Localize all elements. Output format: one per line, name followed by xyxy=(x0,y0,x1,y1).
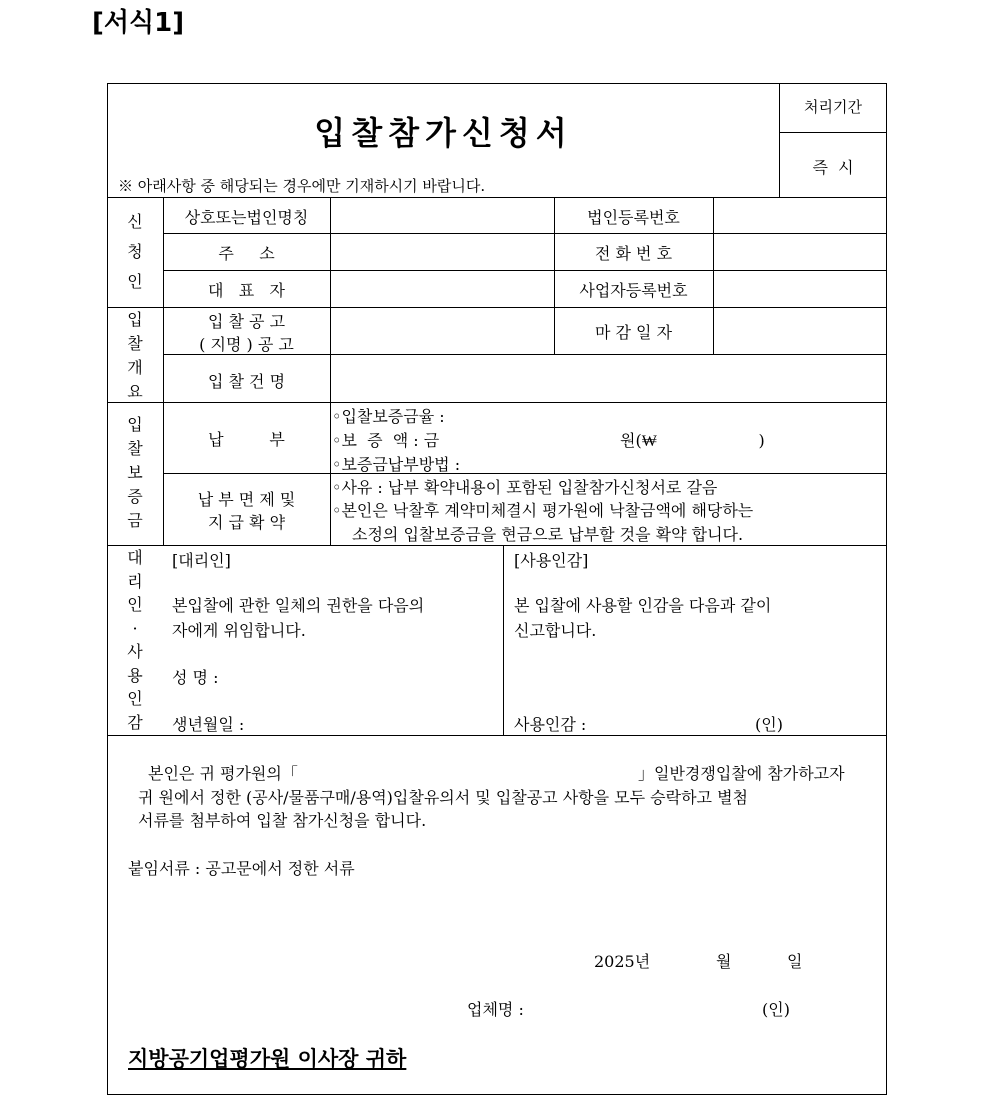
company-seal-mark: (인) xyxy=(762,1000,790,1019)
section-char: 요 xyxy=(127,382,143,401)
section-char: 입 xyxy=(127,310,143,329)
section-char: 신 xyxy=(127,212,143,231)
form-number-label: [서식1] xyxy=(92,8,185,38)
deposit-won-label: 원(₩ ) xyxy=(620,431,765,450)
date-month: 월 xyxy=(716,952,732,971)
processing-period-label: 처리기간 xyxy=(804,98,862,116)
declaration-line1-end: 」일반경쟁입찰에 참가하고자 xyxy=(638,764,845,783)
section-char: 청 xyxy=(127,242,143,261)
section-char: 입 xyxy=(127,415,143,434)
section-char: 개 xyxy=(127,358,143,377)
bid-notice-label-line2: ( 지명 ) 공 고 xyxy=(199,335,294,354)
declaration-line1-start: 본인은 귀 평가원의「 xyxy=(148,764,298,783)
phone-label: 전 화 번 호 xyxy=(594,244,673,263)
deadline-label: 마 감 일 자 xyxy=(594,323,673,342)
seal-heading: [사용인감] xyxy=(514,551,589,570)
section-char: · xyxy=(132,618,138,638)
deposit-method-label: ◦보증금납부방법 : xyxy=(332,455,461,474)
biz-reg-no-label: 사업자등록번호 xyxy=(579,281,688,300)
bid-name-label: 입 찰 건 명 xyxy=(207,372,286,391)
addressee: 지방공기업평가원 이사장 귀하 xyxy=(128,1046,407,1071)
seal-label: 사용인감 : xyxy=(514,715,587,734)
form-title: 입찰참가신청서 xyxy=(314,114,573,152)
pledge-line1: ◦본인은 낙찰후 계약미체결시 평가원에 낙찰금액에 해당하는 xyxy=(332,501,754,520)
corp-reg-no-label: 법인등록번호 xyxy=(587,208,680,227)
agent-birth-label: 생년월일 : xyxy=(172,715,245,734)
company-name-sign-label: 업체명 : xyxy=(467,1000,524,1019)
agent-name-label: 성 명 : xyxy=(172,668,219,687)
exemption-label-line2: 지 급 확 약 xyxy=(207,513,286,532)
application-form xyxy=(107,83,887,1095)
deposit-section-label xyxy=(123,413,147,533)
section-char: 금 xyxy=(127,511,143,530)
company-name-label: 상호또는법인명칭 xyxy=(184,208,309,227)
section-char: 대 xyxy=(127,548,143,567)
bid-notice-label-line1: 입 찰 공 고 xyxy=(207,312,286,331)
date-year: 2025년 xyxy=(594,952,651,971)
deposit-rate-label: ◦입찰보증금율 : xyxy=(332,407,445,426)
agent-heading: [대리인] xyxy=(172,551,231,570)
processing-period-value: 즉 시 xyxy=(812,158,854,177)
section-char: 찰 xyxy=(127,439,143,458)
section-char: 보 xyxy=(127,463,143,482)
section-char: 사 xyxy=(127,642,143,661)
seal-mark: (인) xyxy=(755,715,783,734)
declaration-line3: 서류를 첨부하여 입찰 참가신청을 합니다. xyxy=(138,811,427,830)
agent-seal-section-label xyxy=(123,546,147,734)
section-char: 용 xyxy=(127,665,143,685)
pledge-line2: 소정의 입찰보증금을 현금으로 납부할 것을 확약 합니다. xyxy=(352,525,744,544)
section-char: 인 xyxy=(127,272,143,291)
seal-text-line2: 신고합니다. xyxy=(514,621,597,640)
exemption-reason: ◦사유 : 납부 확약내용이 포함된 입찰참가신청서로 갈음 xyxy=(332,478,718,497)
form-notice: ※ 아래사항 중 해당되는 경우에만 기재하시기 바랍니다. xyxy=(118,177,486,195)
bid-overview-section-label xyxy=(123,308,147,404)
section-char: 리 xyxy=(127,571,143,591)
section-char: 찰 xyxy=(127,334,143,353)
payment-label: 납 부 xyxy=(208,430,285,449)
declaration-line2: 귀 원에서 정한 (공사/물품구매/용역)입찰유의서 및 입찰공고 사항을 모두 승락하고 별첨 xyxy=(138,788,748,807)
address-label: 주 소 xyxy=(218,244,275,263)
applicant-section-label xyxy=(123,207,147,297)
section-char: 인 xyxy=(127,595,143,614)
exemption-label-line1: 납 부 면 제 및 xyxy=(197,490,296,509)
attachment-note: 붙임서류 : 공고문에서 정한 서류 xyxy=(128,859,355,878)
section-char: 감 xyxy=(127,712,143,732)
deposit-amount-label: ◦보 증 액 : 금 xyxy=(332,431,440,450)
date-day: 일 xyxy=(787,952,803,971)
representative-label: 대 표 자 xyxy=(208,281,285,300)
section-char: 증 xyxy=(127,487,143,506)
seal-text-line1: 본 입찰에 사용할 인감을 다음과 같이 xyxy=(514,596,772,615)
agent-text-line2: 자에게 위임합니다. xyxy=(172,621,306,640)
section-char: 인 xyxy=(127,689,143,708)
agent-text-line1: 본입찰에 관한 일체의 권한을 다음의 xyxy=(172,596,425,615)
